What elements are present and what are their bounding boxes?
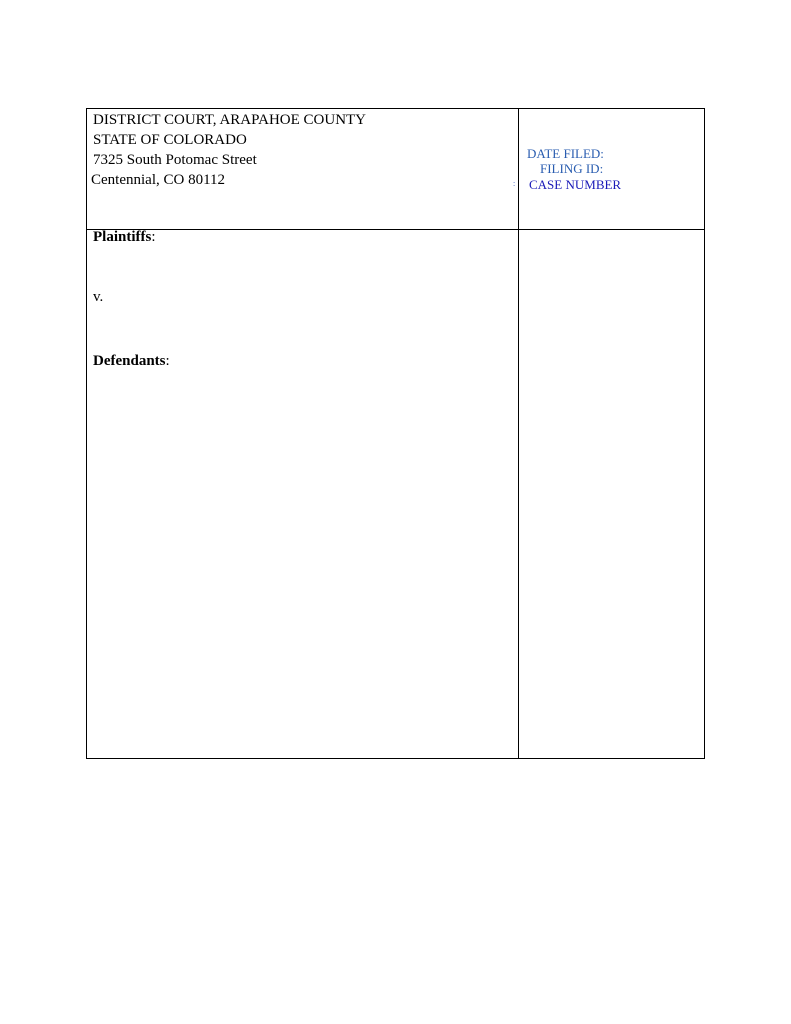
defendants-colon: : (165, 353, 170, 369)
date-filed-label: DATE FILED: (527, 146, 604, 161)
stray-mark: : (513, 179, 516, 188)
court-city: Centennial, CO 80112 (91, 172, 226, 188)
case-number-label: CASE NUMBER (529, 177, 622, 192)
defendants-heading (93, 353, 170, 370)
court-state: STATE OF COLORADO (93, 132, 247, 148)
filing-stamp (527, 146, 621, 192)
versus-text: v. (93, 289, 104, 305)
case-caption-table (86, 108, 705, 759)
filing-id-label: FILING ID: (540, 161, 604, 176)
court-street: 7325 South Potomac Street (93, 152, 257, 168)
row-divider (87, 229, 704, 230)
plaintiffs-colon: : (151, 229, 156, 245)
court-name: DISTRICT COURT, ARAPAHOE COUNTY (93, 112, 367, 128)
plaintiffs-label: Plaintiffs (93, 229, 152, 245)
defendants-label: Defendants (93, 353, 166, 369)
column-divider (518, 109, 519, 758)
court-address-block (93, 110, 366, 190)
plaintiffs-heading (93, 229, 156, 246)
